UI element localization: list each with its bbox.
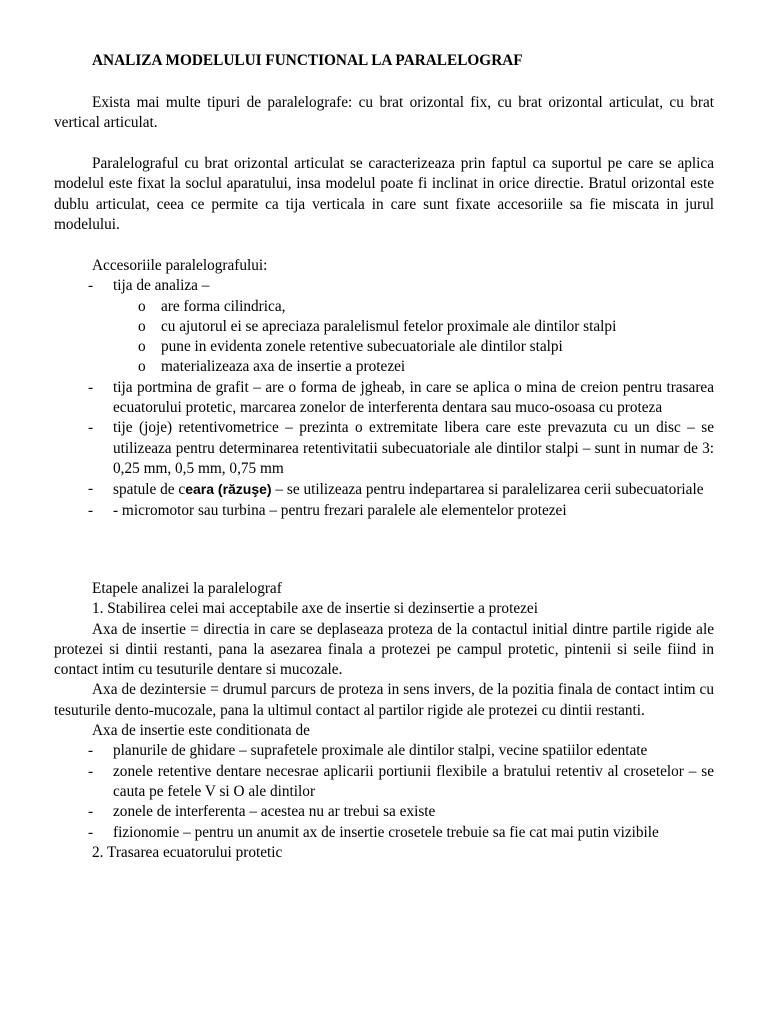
- sub-list-item-text: are forma cilindrica,: [161, 297, 286, 315]
- list-item: [54, 276, 714, 296]
- sub-list-item-text: pune in evidenta zonele retentive subecuatoriale ale dintilor stalpi: [161, 338, 563, 356]
- insertion-axis-definition: Axa de insertie = directia in care se deplaseaza proteza de la contactul initial dintre partile rigide ale protezei si dintii restanti, pana la asezarea finala a protezei pe campul protetic, pintenii si seile fiind in contact intim cu tesuturile dentare si mucozale.: [54, 620, 714, 679]
- paragraph-articulated-arm: Paralelograful cu brat orizontal articulat se caracterizeaza prin faptul ca suportul pe care se aplica modelul este fixat la soclul aparatului, insa modelul poate fi inclinat in orice directie. Bratul orizontal este dublu articulat, ceea ce permite ca tija verticala in care sunt fixate accesoriile sa fie miscata in jurul modelului.: [54, 155, 714, 233]
- spatule-text-end: – se utilizeaza pentru indepartarea si paralelizarea cerii subecuatoriale: [271, 481, 704, 499]
- dash-marker: -: [88, 823, 94, 841]
- dash-marker: -: [88, 277, 94, 295]
- sub-list-item: [54, 297, 714, 317]
- accessories-heading: Accesoriile paralelografului:: [92, 257, 268, 274]
- list-item-text: zonele retentive dentare necesrae aplicarii portiunii flexibile a bratului retentiv al crosetelor – se cauta pe fetele V si O ale dintilor: [113, 762, 714, 800]
- step-2-heading: 2. Trasarea ecuatorului protetic: [92, 843, 283, 861]
- dash-marker: -: [88, 501, 94, 519]
- sub-list-item-text: cu ajutorul ei se apreciaza paralelismul fetelor proximale ale dintilor stalpi: [161, 317, 617, 335]
- sub-list-item: [54, 337, 714, 357]
- ceara-bold-text: eara (răzuşe): [185, 481, 272, 498]
- sub-list-item: [54, 357, 714, 377]
- spatule-text-start: spatule de c: [113, 481, 186, 499]
- list-item: [54, 741, 714, 761]
- removal-axis-definition: Axa de dezintersie = drumul parcurs de proteza in sens invers, de la pozitia finala de contact intim cu tesuturile dento-mucozale, pana la ultimul contact al partilor rigide ale protezei cu dintii restanti.: [54, 681, 714, 719]
- circle-bullet: o: [138, 317, 146, 335]
- list-item: [54, 762, 714, 803]
- dash-marker: -: [88, 803, 94, 821]
- axis-conditions-heading: Axa de insertie este conditionata de: [92, 722, 310, 740]
- list-item-text: fizionomie – pentru un anumit ax de insertie crosetele trebuie sa fie cat mai putin vizibile: [113, 823, 659, 841]
- page-title: ANALIZA MODELULUI FUNCTIONAL LA PARALELOGRAF: [92, 52, 523, 69]
- circle-bullet: o: [138, 338, 146, 356]
- paragraph-types: Exista mai multe tipuri de paralelografe: cu brat orizontal fix, cu brat orizontal articulat, cu brat vertical articulat.: [54, 94, 714, 132]
- intro-paragraph: [54, 93, 714, 134]
- circle-bullet: o: [138, 297, 146, 315]
- list-item: [54, 802, 714, 822]
- stages-section: [54, 579, 714, 863]
- dash-marker: -: [88, 480, 94, 498]
- stages-heading: Etapele analizei la paralelograf: [92, 580, 282, 597]
- list-item-text: planurile de ghidare – suprafetele proximale ale dintilor stalpi, vecine spatiilor edentate: [113, 742, 648, 760]
- list-item: [54, 823, 714, 843]
- accessories-section: [54, 256, 714, 521]
- list-item-text: zonele de interferenta – acestea nu ar trebui sa existe: [113, 803, 436, 821]
- list-item: [54, 479, 714, 500]
- dash-marker: -: [88, 378, 94, 396]
- list-item-text: - micromotor sau turbina – pentru frezari paralele ale elementelor protezei: [113, 501, 567, 519]
- sub-list-item: [54, 317, 714, 337]
- dash-marker: -: [88, 762, 94, 780]
- list-item: [54, 378, 714, 419]
- description-paragraph: [54, 154, 714, 235]
- list-item-text: tije (joje) retentivometrice – prezinta o extremitate libera care este prevazuta cu un disc – se utilizeaza pentru determinarea retentivitatii subecuatoriale ale dintilor stalpi – sunt in numar de 3: 0,25 mm, 0,5 mm, 0,75 mm: [113, 419, 714, 477]
- dash-marker: -: [88, 419, 94, 437]
- list-item-text: tija portmina de grafit – are o forma de jgheab, in care se aplica o mina de creion pentru trasarea ecuatorului protetic, marcarea zonelor de interferenta dentara sau muco-osoasa cu proteza: [113, 378, 714, 417]
- sub-list-item-text: materializeaza axa de insertie a protezei: [161, 358, 406, 376]
- list-item: [54, 418, 714, 479]
- list-item-text: tija de analiza –: [113, 277, 210, 295]
- step-1-heading: 1. Stabilirea celei mai acceptabile axe de insertie si dezinsertie a protezei: [92, 600, 538, 618]
- list-item: [54, 501, 714, 521]
- circle-bullet: o: [138, 358, 146, 376]
- dash-marker: -: [88, 742, 94, 760]
